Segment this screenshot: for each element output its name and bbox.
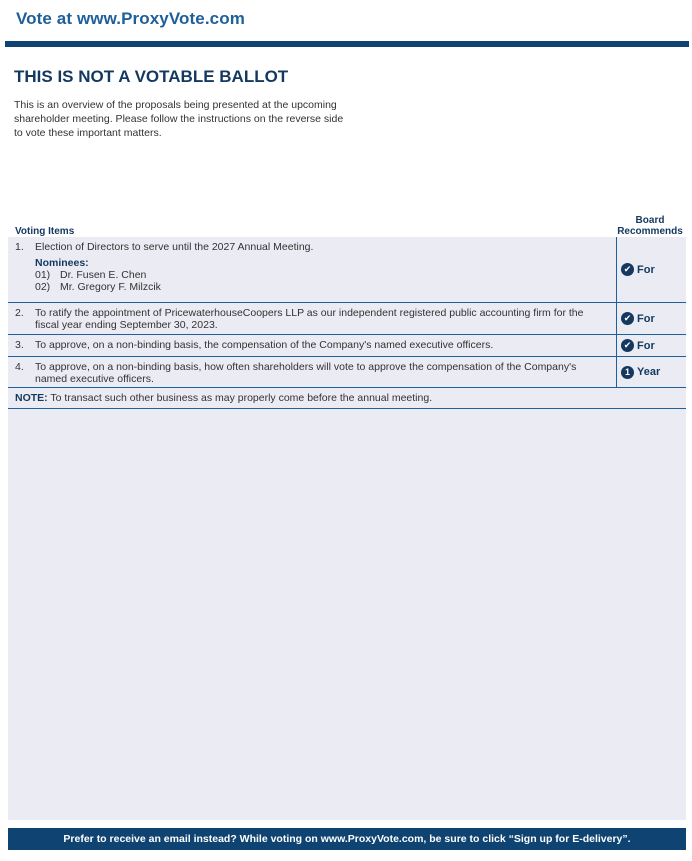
intro-paragraph: This is an overview of the proposals being presented at the upcoming shareholder meeting. Please follow the instructions on the reverse side to vote these important matters. [14,99,344,139]
footer-banner: Prefer to receive an email instead? While voting on www.ProxyVote.com, be sure to click “Sign up for E-delivery”. [8,828,686,850]
top-divider-bar [5,41,689,47]
item-description: To approve, on a non-binding basis, how often shareholders will vote to approve the compensation of the Company's [35,361,577,373]
voting-item-row [8,335,686,357]
item-description: Election of Directors to serve until the 2027 Annual Meeting. [35,241,314,253]
board-recommendation-cell [616,237,686,302]
voting-item-text [8,357,616,385]
page-title: THIS IS NOT A VOTABLE BALLOT [14,67,289,86]
note-label: NOTE: [15,392,48,404]
nominee-item [15,281,616,293]
note-row [8,388,686,409]
number-one-icon: 1 [621,366,634,379]
recommendation-label: For [637,339,655,352]
item-number: 4. [15,361,24,373]
nominee-number: 02) [35,281,51,293]
nominee-name: Mr. Gregory F. Milzcik [60,281,161,293]
check-icon: ✔ [621,312,634,325]
board-recommends-line1: Board [635,215,665,226]
board-recommends-header [614,215,686,237]
recommendation-label: For [637,312,655,325]
voting-item-row [8,357,686,388]
voting-item-row [8,237,686,303]
nominees-label: Nominees: [35,257,89,269]
board-recommendation-cell [616,335,686,356]
check-icon: ✔ [621,263,634,276]
item-description: To ratify the appointment of PricewaterhouseCoopers LLP as our independent registered public accounting firm for the [35,307,584,319]
board-recommends-line2: Recommends [617,226,683,237]
vote-url-title: Vote at www.ProxyVote.com [16,9,245,28]
item-description-continued: fiscal year ending September 30, 2023. [35,319,218,331]
nominee-name: Dr. Fusen E. Chen [60,269,147,281]
nominee-item [15,269,616,281]
voting-item-text [8,303,616,331]
recommendation-label: For [637,263,655,276]
item-description-continued: named executive officers. [35,373,154,385]
voting-item-text [8,237,616,293]
item-number: 3. [15,339,24,351]
voting-item-text [8,335,616,351]
board-recommendation-cell [616,303,686,334]
note-text: To transact such other business as may properly come before the annual meeting. [50,392,433,404]
board-recommendation-cell [616,357,686,387]
voting-items-header: Voting Items [15,226,75,237]
item-number: 1. [15,241,24,253]
voting-item-row [8,303,686,335]
check-icon: ✔ [621,339,634,352]
item-description: To approve, on a non-binding basis, the compensation of the Company's named executive officers. [35,339,494,351]
item-number: 2. [15,307,24,319]
recommendation-label: Year [637,366,661,378]
nominee-number: 01) [35,269,51,281]
